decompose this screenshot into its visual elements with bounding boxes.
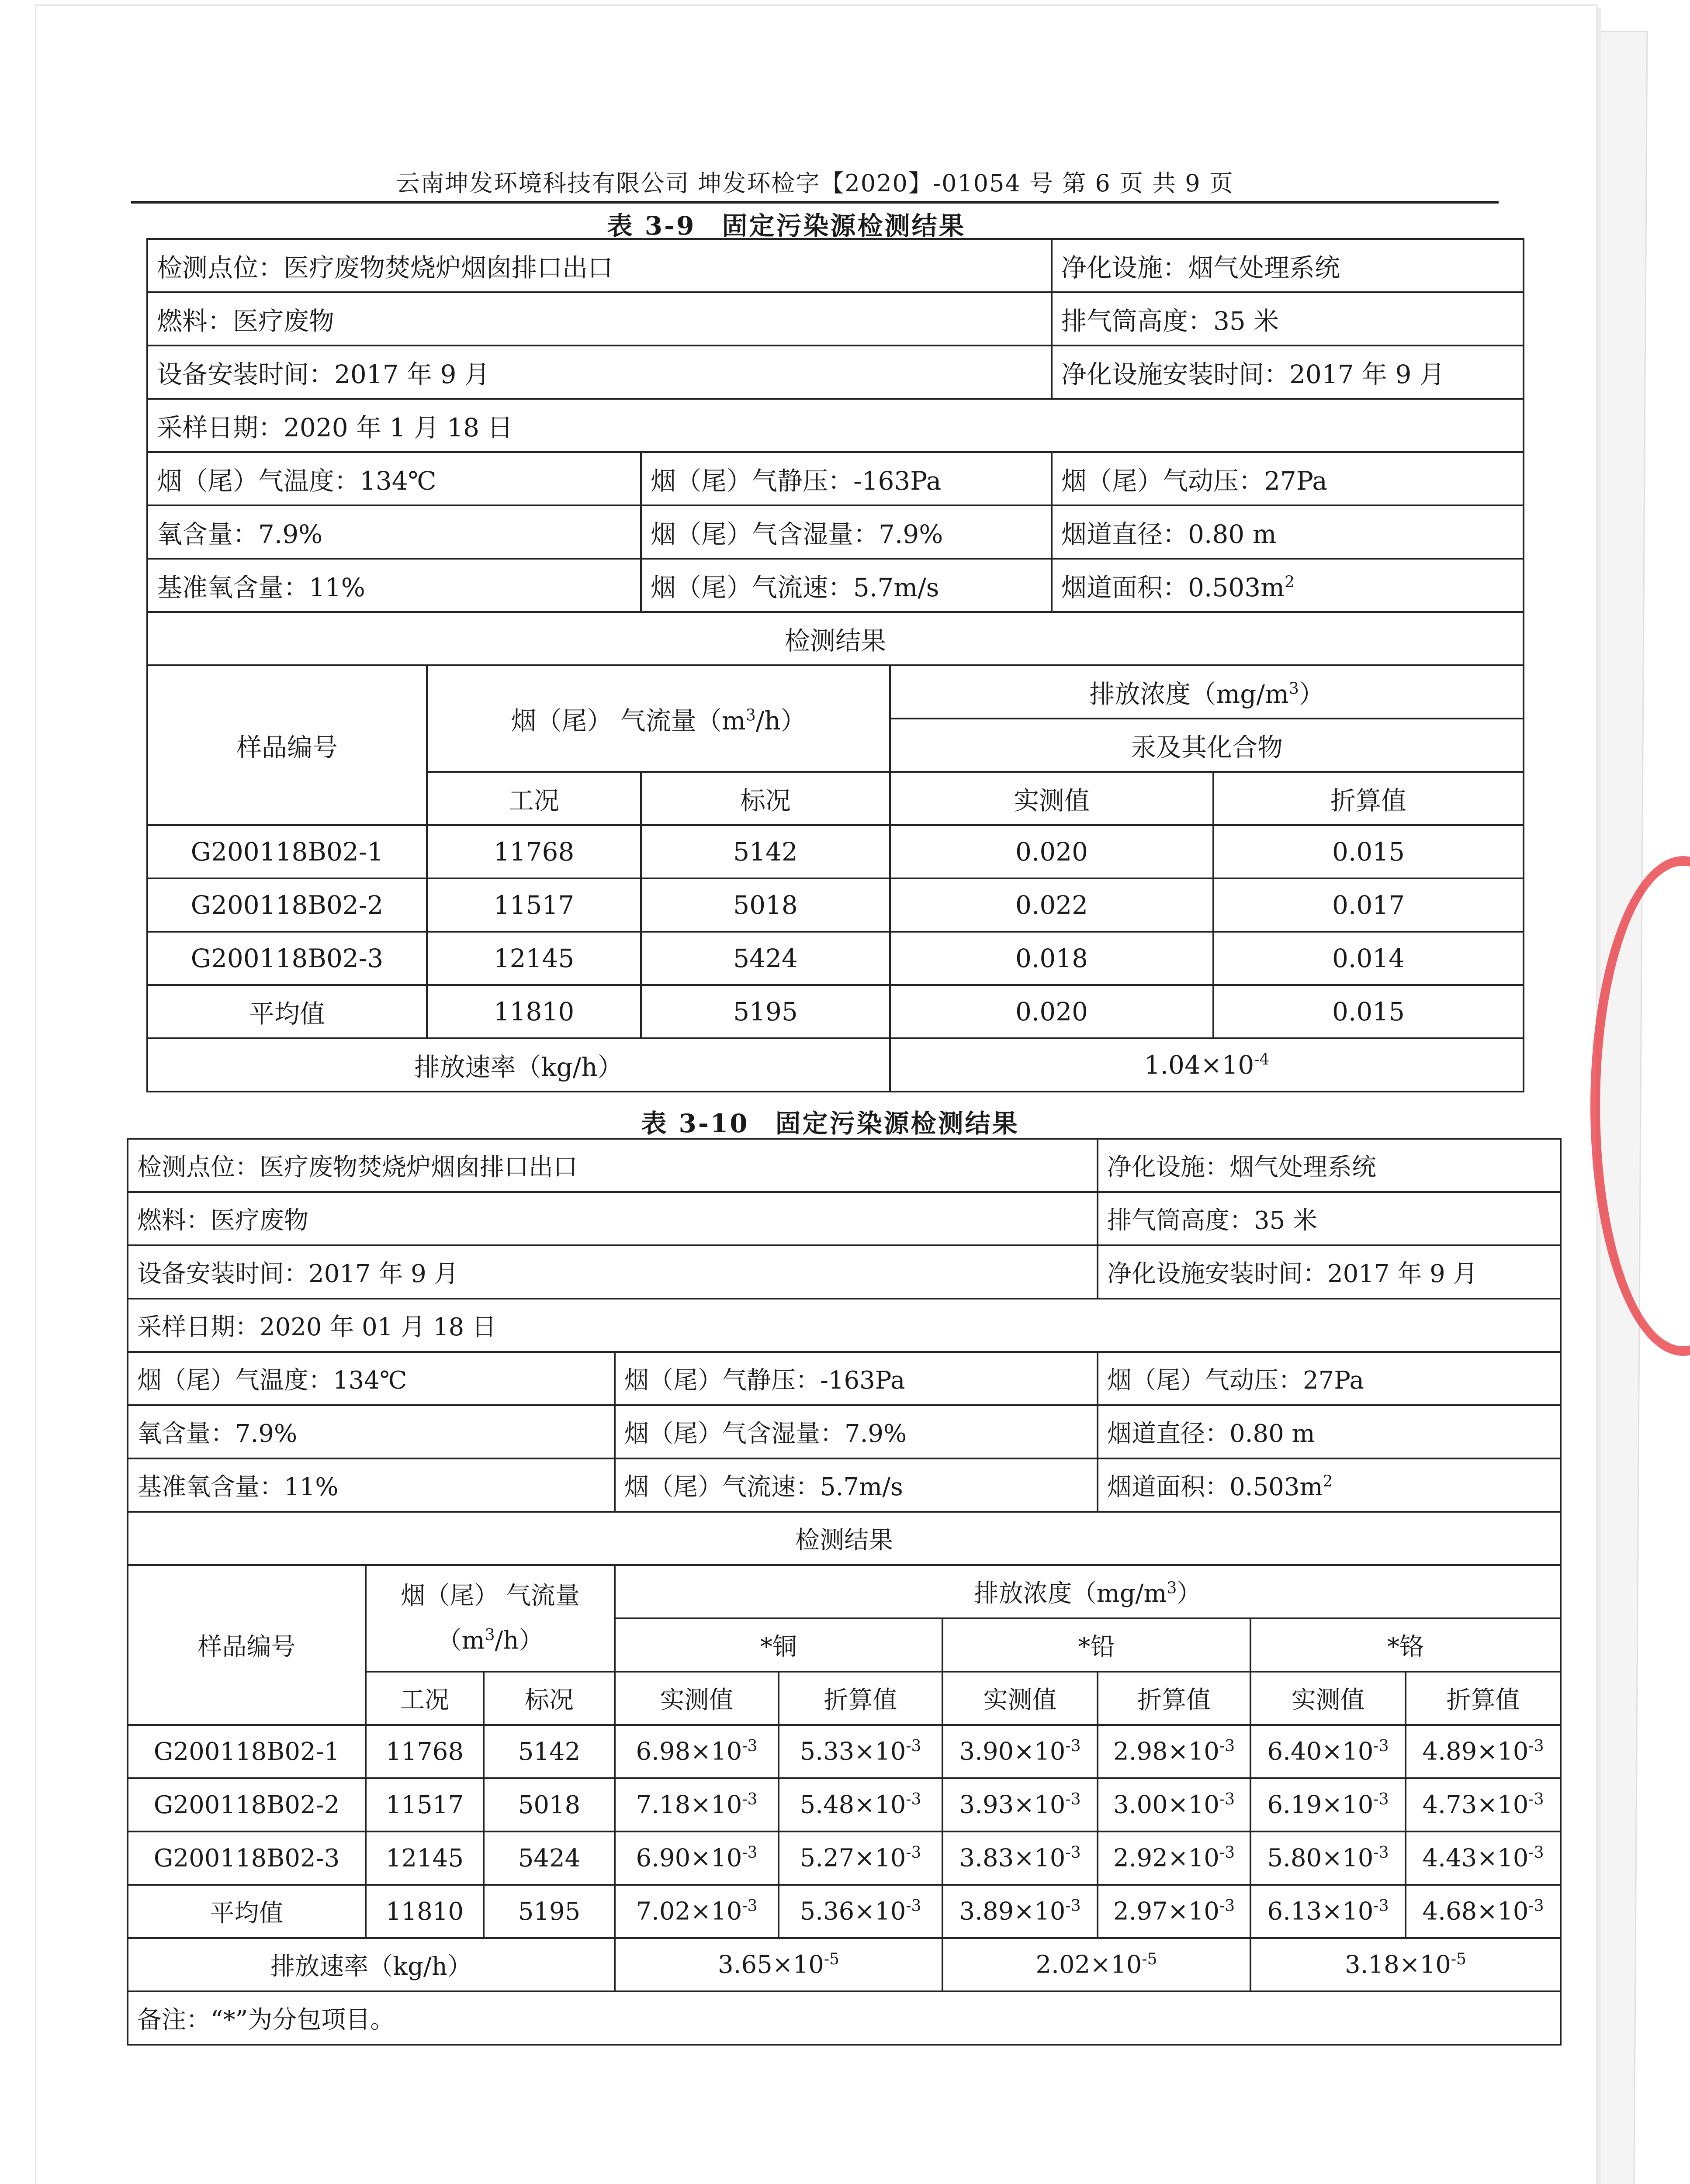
t2-value-cell: $6.40\times 10^{-3}$ bbox=[1250, 1725, 1406, 1778]
t2-h-flow: 烟（尾） 气流量 $(m^3/h)$ bbox=[366, 1565, 615, 1672]
t2-base-oxygen: 基准氧含量：11% bbox=[128, 1458, 615, 1512]
t2-data-rows bbox=[128, 1725, 1561, 1938]
t2-oxygen: 氧含量：7.9% bbox=[128, 1405, 615, 1458]
t2-h-chromium: *铬 bbox=[1250, 1618, 1561, 1672]
t2-value-cell: $5.33\times 10^{-3}$ bbox=[779, 1725, 942, 1778]
table2-title bbox=[568, 1103, 1092, 1140]
t1-cell: 0.015 bbox=[1213, 985, 1524, 1038]
t2-fuel: 燃料：医疗废物 bbox=[128, 1192, 1098, 1245]
t2-value-cell: $5.48\times 10^{-3}$ bbox=[779, 1778, 942, 1832]
t2-h-measured: 实测值 bbox=[615, 1672, 779, 1725]
t1-cell: 平均值 bbox=[147, 985, 427, 1038]
t1-oxygen: 氧含量：7.9% bbox=[147, 505, 641, 559]
table2-number: 表 3-10 bbox=[641, 1109, 749, 1138]
t2-value-cell: $3.90\times 10^{-3}$ bbox=[942, 1725, 1098, 1778]
t1-results-title: 检测结果 bbox=[147, 612, 1524, 665]
t2-h-converted: 折算值 bbox=[1098, 1672, 1250, 1725]
t2-cell: 12145 bbox=[366, 1832, 484, 1885]
t1-h-working: 工况 bbox=[427, 772, 641, 825]
t1-h-flow: 烟（尾） 气流量$(m^3/h)$ bbox=[427, 665, 890, 772]
t2-h-standard: 标况 bbox=[484, 1672, 615, 1725]
t1-cell: 0.017 bbox=[1213, 878, 1524, 932]
t2-h-converted: 折算值 bbox=[1406, 1672, 1561, 1725]
t2-cell: 5142 bbox=[484, 1725, 615, 1778]
t2-value-cell: $2.98\times 10^{-3}$ bbox=[1098, 1725, 1250, 1778]
t1-point: 检测点位：医疗废物焚烧炉烟囱排口出口 bbox=[147, 239, 1052, 292]
t2-cell: 11517 bbox=[366, 1778, 484, 1832]
t2-duct-area: 烟道面积：$0.503m^2$ bbox=[1098, 1458, 1561, 1512]
t1-cell: G200118B02-1 bbox=[147, 825, 427, 878]
t2-cell: G200118B02-3 bbox=[128, 1832, 366, 1885]
t1-cell: 11517 bbox=[427, 878, 641, 932]
t2-note: 备注：“*”为分包项目。 bbox=[128, 1991, 1561, 2045]
table2 bbox=[127, 1138, 1562, 2046]
page-header: 云南坤发环境科技有限公司 坤发环检字【2020】-01054 号 第 6 页 共 9 页 bbox=[131, 166, 1499, 204]
t1-install-time: 设备安装时间：2017 年 9 月 bbox=[147, 346, 1052, 399]
t1-fuel: 燃料：医疗废物 bbox=[147, 292, 1052, 346]
t1-h-standard: 标况 bbox=[641, 772, 890, 825]
t1-purifier: 净化设施：烟气处理系统 bbox=[1052, 239, 1524, 292]
t2-purifier: 净化设施：烟气处理系统 bbox=[1098, 1139, 1561, 1192]
t2-value-cell: $6.13\times 10^{-3}$ bbox=[1250, 1885, 1406, 1938]
table-row bbox=[147, 985, 1524, 1038]
t2-value-cell: $5.36\times 10^{-3}$ bbox=[779, 1885, 942, 1938]
t2-stack-height: 排气筒高度：35 米 bbox=[1098, 1192, 1561, 1245]
t1-h-converted: 折算值 bbox=[1213, 772, 1524, 825]
t2-cell: G200118B02-1 bbox=[128, 1725, 366, 1778]
t2-value-cell: $3.83\times 10^{-3}$ bbox=[942, 1832, 1098, 1885]
table1-title-text: 固定污染源检测结果 bbox=[722, 211, 966, 241]
table-row bbox=[128, 1885, 1561, 1938]
t1-h-sample-no: 样品编号 bbox=[147, 665, 427, 825]
t2-h-converted: 折算值 bbox=[779, 1672, 942, 1725]
t1-purifier-install-time: 净化设施安装时间：2017 年 9 月 bbox=[1052, 346, 1524, 399]
t2-static-pressure: 烟（尾）气静压：-163Pa bbox=[615, 1352, 1098, 1405]
t1-humidity: 烟（尾）气含湿量：7.9% bbox=[641, 505, 1052, 559]
t2-install-time: 设备安装时间：2017 年 9 月 bbox=[128, 1245, 1098, 1299]
t1-duct-diameter: 烟道直径：0.80 m bbox=[1052, 505, 1524, 559]
t1-cell: 0.020 bbox=[890, 825, 1213, 878]
t1-cell: 0.018 bbox=[890, 932, 1213, 985]
t1-static-pressure: 烟（尾）气静压：-163Pa bbox=[641, 452, 1052, 505]
t2-rate-chromium: $3.18\times 10^{-5}$ bbox=[1250, 1938, 1561, 1991]
t1-rate-label: 排放速率（kg/h） bbox=[147, 1038, 890, 1092]
t2-value-cell: $7.02\times 10^{-3}$ bbox=[615, 1885, 779, 1938]
t2-purifier-install-time: 净化设施安装时间：2017 年 9 月 bbox=[1098, 1245, 1561, 1299]
table-row bbox=[147, 932, 1524, 985]
t2-value-cell: $3.89\times 10^{-3}$ bbox=[942, 1885, 1098, 1938]
t1-cell: 5018 bbox=[641, 878, 890, 932]
t1-cell: 0.020 bbox=[890, 985, 1213, 1038]
t2-value-cell: $2.97\times 10^{-3}$ bbox=[1098, 1885, 1250, 1938]
t2-value-cell: $3.00\times 10^{-3}$ bbox=[1098, 1778, 1250, 1832]
t2-point: 检测点位：医疗废物焚烧炉烟囱排口出口 bbox=[128, 1139, 1098, 1192]
t2-duct-diameter: 烟道直径：0.80 m bbox=[1098, 1405, 1561, 1458]
t2-value-cell: $4.43\times 10^{-3}$ bbox=[1406, 1832, 1561, 1885]
t1-cell: G200118B02-2 bbox=[147, 878, 427, 932]
t2-value-cell: $5.27\times 10^{-3}$ bbox=[779, 1832, 942, 1885]
t2-value-cell: $2.92\times 10^{-3}$ bbox=[1098, 1832, 1250, 1885]
t2-h-measured: 实测值 bbox=[942, 1672, 1098, 1725]
t2-cell: 平均值 bbox=[128, 1885, 366, 1938]
t1-sample-date: 采样日期：2020 年 1 月 18 日 bbox=[147, 399, 1524, 452]
t2-h-lead: *铅 bbox=[942, 1618, 1250, 1672]
t1-cell: 11768 bbox=[427, 825, 641, 878]
t2-gas-temp: 烟（尾）气温度：134℃ bbox=[128, 1352, 615, 1405]
t2-cell: G200118B02-2 bbox=[128, 1778, 366, 1832]
t1-cell: 5142 bbox=[641, 825, 890, 878]
t2-value-cell: $4.89\times 10^{-3}$ bbox=[1406, 1725, 1561, 1778]
t2-humidity: 烟（尾）气含湿量：7.9% bbox=[615, 1405, 1098, 1458]
t2-value-cell: $6.90\times 10^{-3}$ bbox=[615, 1832, 779, 1885]
t2-sample-date: 采样日期：2020 年 01 月 18 日 bbox=[128, 1299, 1561, 1352]
t1-cell: 12145 bbox=[427, 932, 641, 985]
t2-dynamic-pressure: 烟（尾）气动压：27Pa bbox=[1098, 1352, 1561, 1405]
table2-title-text: 固定污染源检测结果 bbox=[775, 1109, 1019, 1138]
t2-results-title: 检测结果 bbox=[128, 1512, 1561, 1565]
t2-value-cell: $4.68\times 10^{-3}$ bbox=[1406, 1885, 1561, 1938]
table-row bbox=[128, 1832, 1561, 1885]
t2-h-measured: 实测值 bbox=[1250, 1672, 1406, 1725]
t1-h-conc: 排放浓度$(mg/m^3)$ bbox=[890, 665, 1524, 719]
t2-h-copper: *铜 bbox=[615, 1618, 942, 1672]
t2-rate-copper: $3.65\times 10^{-5}$ bbox=[615, 1938, 942, 1991]
t1-cell: 0.022 bbox=[890, 878, 1213, 932]
t1-h-pollutant: 汞及其化合物 bbox=[890, 719, 1524, 772]
t1-gas-temp: 烟（尾）气温度：134℃ bbox=[147, 452, 641, 505]
t2-value-cell: $5.80\times 10^{-3}$ bbox=[1250, 1832, 1406, 1885]
t2-rate-lead: $2.02\times 10^{-5}$ bbox=[942, 1938, 1250, 1991]
t2-value-cell: $6.98\times 10^{-3}$ bbox=[615, 1725, 779, 1778]
table-row bbox=[128, 1778, 1561, 1832]
table1-number: 表 3-9 bbox=[607, 211, 696, 241]
t2-rate-label: 排放速率（kg/h） bbox=[128, 1938, 615, 1991]
t2-value-cell: $4.73\times 10^{-3}$ bbox=[1406, 1778, 1561, 1832]
t2-cell: 5195 bbox=[484, 1885, 615, 1938]
t2-h-working: 工况 bbox=[366, 1672, 484, 1725]
t2-cell: 5018 bbox=[484, 1778, 615, 1832]
t2-h-conc: 排放浓度$(mg/m^3)$ bbox=[615, 1565, 1561, 1618]
t1-cell: 5195 bbox=[641, 985, 890, 1038]
t1-cell: G200118B02-3 bbox=[147, 932, 427, 985]
t1-cell: 5424 bbox=[641, 932, 890, 985]
t1-cell: 0.015 bbox=[1213, 825, 1524, 878]
t2-cell: 11768 bbox=[366, 1725, 484, 1778]
t2-flow-speed: 烟（尾）气流速：5.7m/s bbox=[615, 1458, 1098, 1512]
t1-flow-speed: 烟（尾）气流速：5.7m/s bbox=[641, 559, 1052, 612]
t2-value-cell: $3.93\times 10^{-3}$ bbox=[942, 1778, 1098, 1832]
table1-title bbox=[524, 205, 1049, 242]
t2-cell: 11810 bbox=[366, 1885, 484, 1938]
t1-dynamic-pressure: 烟（尾）气动压：27Pa bbox=[1052, 452, 1524, 505]
t2-value-cell: $7.18\times 10^{-3}$ bbox=[615, 1778, 779, 1832]
table-row bbox=[147, 878, 1524, 932]
t1-h-measured: 实测值 bbox=[890, 772, 1213, 825]
t1-stack-height: 排气筒高度：35 米 bbox=[1052, 292, 1524, 346]
t1-base-oxygen: 基准氧含量：11% bbox=[147, 559, 641, 612]
table-row bbox=[147, 825, 1524, 878]
table-row bbox=[128, 1725, 1561, 1778]
t2-h-sample-no: 样品编号 bbox=[128, 1565, 366, 1725]
table1 bbox=[146, 238, 1524, 1092]
t1-rate-value: $1.04\times 10^{-4}$ bbox=[890, 1038, 1524, 1092]
t2-value-cell: $6.19\times 10^{-3}$ bbox=[1250, 1778, 1406, 1832]
t1-duct-area: 烟道面积：$0.503m^2$ bbox=[1052, 559, 1524, 612]
t2-cell: 5424 bbox=[484, 1832, 615, 1885]
t1-cell: 0.014 bbox=[1213, 932, 1524, 985]
t1-cell: 11810 bbox=[427, 985, 641, 1038]
